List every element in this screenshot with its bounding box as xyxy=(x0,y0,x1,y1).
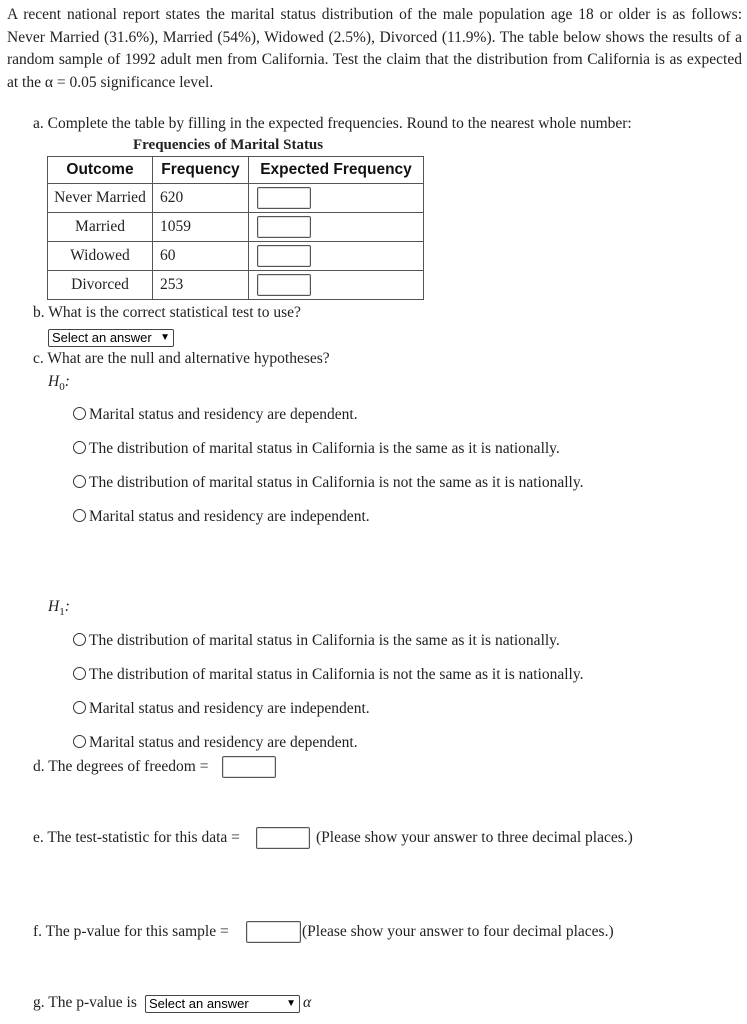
outcome-cell: Married xyxy=(48,213,153,242)
header-frequency: Frequency xyxy=(153,157,249,184)
radio-button[interactable] xyxy=(73,475,86,488)
outcome-cell: Widowed xyxy=(48,242,153,271)
p-value-comparison-select-value: Select an answer xyxy=(149,996,249,1011)
part-e-prompt: e. The test-statistic for this data = xyxy=(33,829,240,846)
radio-button[interactable] xyxy=(73,701,86,714)
p-value-input[interactable] xyxy=(246,921,301,943)
table-row xyxy=(48,271,424,300)
expected-widowed-input[interactable] xyxy=(257,245,311,267)
radio-button[interactable] xyxy=(73,407,86,420)
alpha-symbol: α xyxy=(303,994,312,1011)
h0-option[interactable]: The distribution of marital status in California is not the same as it is nationally. xyxy=(73,474,583,492)
radio-button[interactable] xyxy=(73,441,86,454)
h0-option[interactable]: Marital status and residency are dependent. xyxy=(73,406,358,424)
table-header-row xyxy=(48,157,424,184)
test-type-select-value: Select an answer xyxy=(52,330,152,345)
h1-option[interactable]: Marital status and residency are independent. xyxy=(73,700,370,718)
part-g-prompt: g. The p-value is xyxy=(33,994,137,1011)
table-row xyxy=(48,213,424,242)
h0-option[interactable]: The distribution of marital status in California is the same as it is nationally. xyxy=(73,440,560,458)
p-value-comparison-select[interactable] xyxy=(145,995,300,1013)
degrees-of-freedom-input[interactable] xyxy=(222,756,276,778)
expected-never-married-input[interactable] xyxy=(257,187,311,209)
expected-married-input[interactable] xyxy=(257,216,311,238)
part-d-prompt: d. The degrees of freedom = xyxy=(33,758,209,775)
h1-option[interactable]: The distribution of marital status in California is not the same as it is nationally. xyxy=(73,666,583,684)
test-type-select[interactable] xyxy=(48,329,174,347)
header-expected-frequency: Expected Frequency xyxy=(249,157,424,184)
frequency-cell: 1059 xyxy=(153,213,249,242)
h1-label: $H_1$: xyxy=(48,598,70,619)
chevron-down-icon: ▼ xyxy=(160,332,170,343)
h1-option[interactable]: The distribution of marital status in California is the same as it is nationally. xyxy=(73,632,560,650)
table-row xyxy=(48,242,424,271)
frequency-table xyxy=(47,156,424,300)
h1-option[interactable]: Marital status and residency are dependent. xyxy=(73,734,358,752)
frequency-cell: 253 xyxy=(153,271,249,300)
header-outcome: Outcome xyxy=(48,157,153,184)
part-e-note: (Please show your answer to three decimal places.) xyxy=(316,829,633,846)
part-a-prompt: a. Complete the table by filling in the expected frequencies. Round to the nearest whole number: xyxy=(33,115,632,132)
h0-option[interactable]: Marital status and residency are independent. xyxy=(73,508,370,526)
radio-button[interactable] xyxy=(73,633,86,646)
frequency-cell: 620 xyxy=(153,184,249,213)
table-row xyxy=(48,184,424,213)
part-b-prompt: b. What is the correct statistical test to use? xyxy=(33,304,301,321)
frequency-cell: 60 xyxy=(153,242,249,271)
table-title: Frequencies of Marital Status xyxy=(133,137,324,153)
radio-button[interactable] xyxy=(73,667,86,680)
problem-intro: A recent national report states the marital status distribution of the male population age 18 or older is as follows: Never Married (31.6%), Married (54%), Widowed (2.5%), Divorced (11.9%). The table below shows the results of a random sample of 1992 adult men from California. Test the claim that the distribution from California is as expected at the α = 0.05 significance level. xyxy=(7,6,742,91)
outcome-cell: Never Married xyxy=(48,184,153,213)
chevron-down-icon: ▼ xyxy=(286,998,296,1009)
test-statistic-input[interactable] xyxy=(256,827,310,849)
h0-label: $H_0$: xyxy=(48,373,70,394)
part-f-note: (Please show your answer to four decimal places.) xyxy=(302,923,614,940)
expected-divorced-input[interactable] xyxy=(257,274,311,296)
part-f-prompt: f. The p-value for this sample = xyxy=(33,923,229,940)
radio-button[interactable] xyxy=(73,735,86,748)
outcome-cell: Divorced xyxy=(48,271,153,300)
part-c-prompt: c. What are the null and alternative hypotheses? xyxy=(33,350,330,367)
radio-button[interactable] xyxy=(73,509,86,522)
